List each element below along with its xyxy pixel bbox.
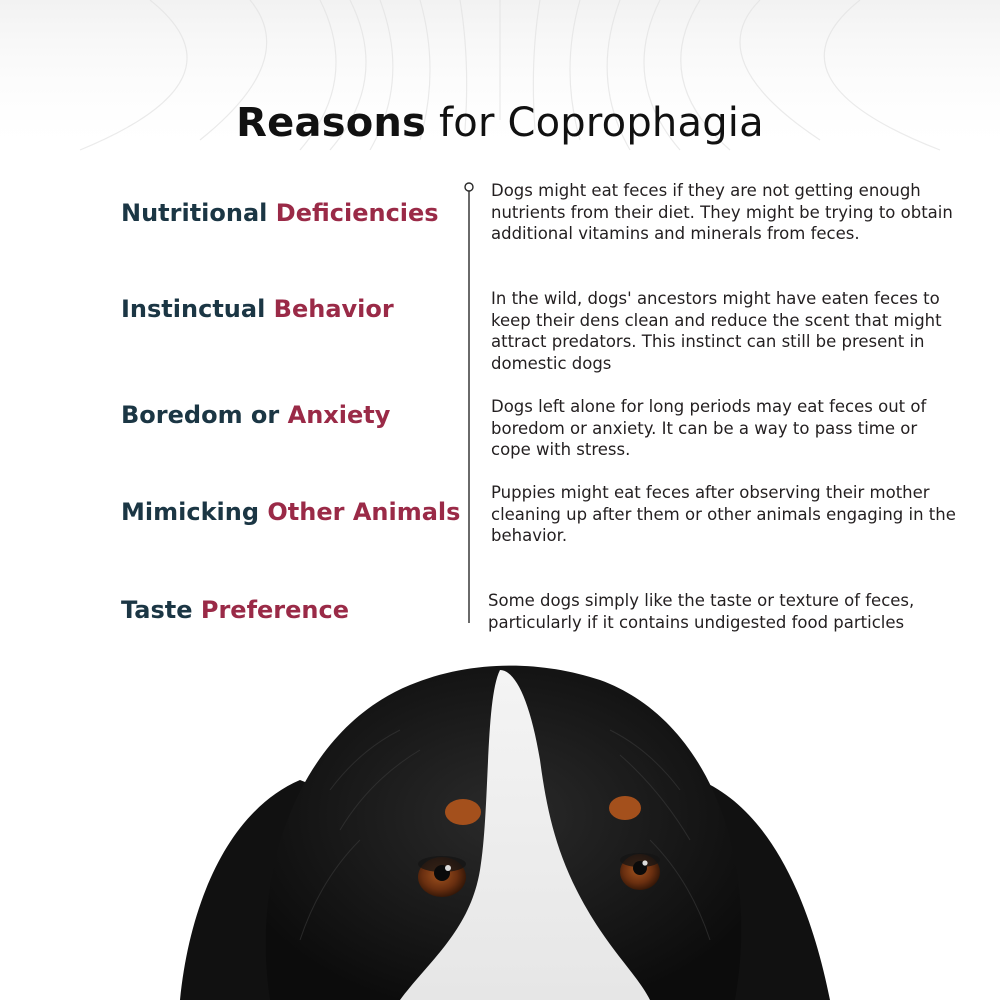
- reason-key: Nutritional: [121, 199, 268, 227]
- reason-join: [267, 199, 275, 227]
- dog-left-eyebrow: [445, 799, 481, 825]
- page-title: [0, 100, 1000, 146]
- reason-heading-instinctual: [121, 294, 456, 324]
- dog-photo: [0, 640, 1000, 1000]
- title-rest: for Coprophagia: [426, 100, 764, 146]
- reason-description-mimicking: Puppies might eat feces after observing their mother cleaning up after them or other animals engaging in the behavior.: [491, 483, 956, 546]
- reason-heading-boredom: [121, 400, 456, 430]
- reason-key: Boredom: [121, 401, 243, 429]
- reason-description-instinctual: In the wild, dogs' ancestors might have eaten feces to keep their dens clean and reduce the scent that might attract predators. This instinct can still be present in domestic dogs: [491, 289, 942, 373]
- dog-right-eyebrow: [609, 796, 641, 820]
- reason-heading-mimicking: [121, 497, 461, 527]
- reason-description-nutritional: Dogs might eat feces if they are not getting enough nutrients from their diet. They might be trying to obtain additional vitamins and minerals from feces.: [491, 181, 953, 244]
- title-bold: Reasons: [236, 100, 427, 146]
- reason-rest: Behavior: [273, 295, 394, 323]
- reason-key: Taste: [121, 596, 193, 624]
- reason-join: [193, 596, 201, 624]
- reason-rest: Other Animals: [267, 498, 461, 526]
- reason-key: Mimicking: [121, 498, 260, 526]
- reason-key: Instinctual: [121, 295, 266, 323]
- timeline-line: [463, 181, 479, 626]
- reason-description-boredom: Dogs left alone for long periods may eat feces out of boredom or anxiety. It can be a way to pass time or cope with stress.: [491, 397, 927, 460]
- reason-heading-nutritional: [121, 198, 456, 228]
- reason-join: [265, 295, 273, 323]
- reason-rest: Preference: [200, 596, 349, 624]
- reason-rest: Anxiety: [287, 401, 391, 429]
- reason-heading-taste: [121, 595, 456, 625]
- reason-description-taste: Some dogs simply like the taste or texture of feces, particularly if it contains undigested food particles: [488, 591, 915, 632]
- reason-join: or: [242, 401, 288, 429]
- reason-rest: Deficiencies: [275, 199, 439, 227]
